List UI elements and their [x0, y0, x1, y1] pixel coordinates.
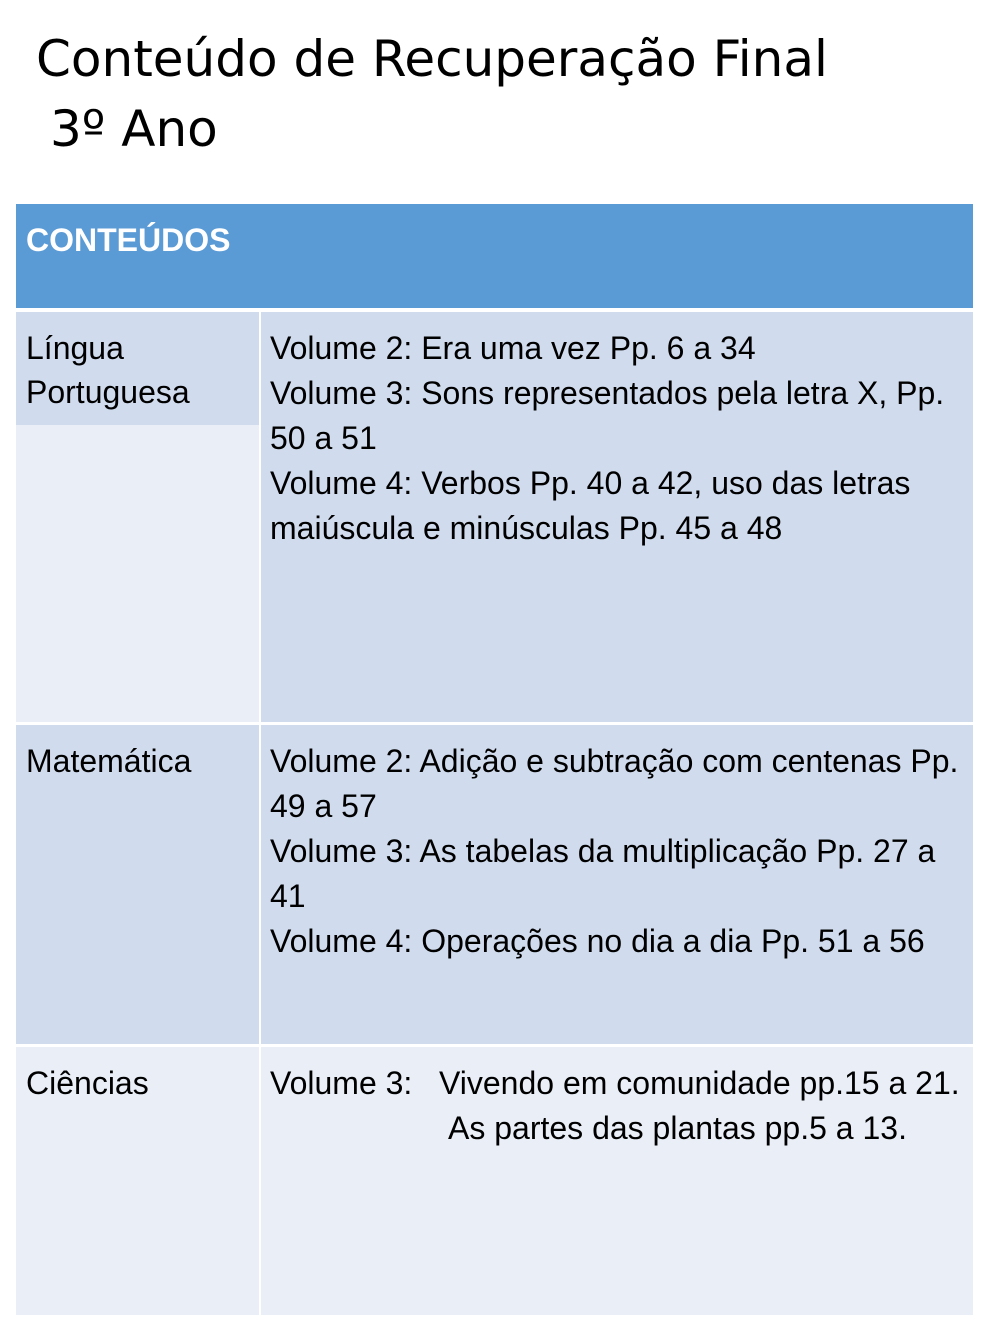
table-header-label: CONTEÚDOS	[26, 222, 231, 258]
table-row-science	[16, 1044, 973, 1315]
content-list	[270, 1061, 965, 1151]
content-cell	[261, 725, 973, 1047]
title-line-1: Conteúdo de Recuperação Final	[36, 30, 828, 88]
page-title	[36, 24, 828, 164]
list-item: Volume 3: Vivendo em comunidade pp.15 a 21.	[270, 1065, 960, 1101]
subject-cell	[16, 312, 259, 722]
table-header	[16, 204, 973, 312]
list-item: As partes das plantas pp.5 a 13.	[448, 1110, 907, 1146]
subject-cell	[16, 1047, 259, 1315]
subject-cell	[16, 725, 259, 1047]
content-list	[270, 326, 965, 551]
table-row-portuguese	[16, 312, 973, 722]
list-item: Volume 3: Sons representados pela letra X, Pp. 50 a 51	[270, 375, 945, 456]
list-item: Volume 3: As tabelas da multiplicação Pp. 27 a 41	[270, 833, 936, 914]
list-item: Volume 4: Verbos Pp. 40 a 42, uso das letras maiúscula e minúsculas Pp. 45 a 48	[270, 465, 911, 546]
content-cell	[261, 1047, 973, 1315]
list-item: Volume 2: Adição e subtração com centenas Pp. 49 a 57	[270, 743, 959, 824]
list-item: Volume 4: Operações no dia a dia Pp. 51 a 56	[270, 923, 925, 959]
title-line-2: 3º Ano	[50, 100, 218, 158]
subject-label: Matemática	[26, 743, 192, 779]
subject-label: Ciências	[26, 1065, 149, 1101]
content-list	[270, 739, 965, 964]
table-row-math	[16, 722, 973, 1047]
content-table	[16, 204, 973, 1312]
subject-label: Língua Portuguesa	[26, 330, 190, 410]
list-item: Volume 2: Era uma vez Pp. 6 a 34	[270, 330, 756, 366]
content-cell	[261, 312, 973, 722]
